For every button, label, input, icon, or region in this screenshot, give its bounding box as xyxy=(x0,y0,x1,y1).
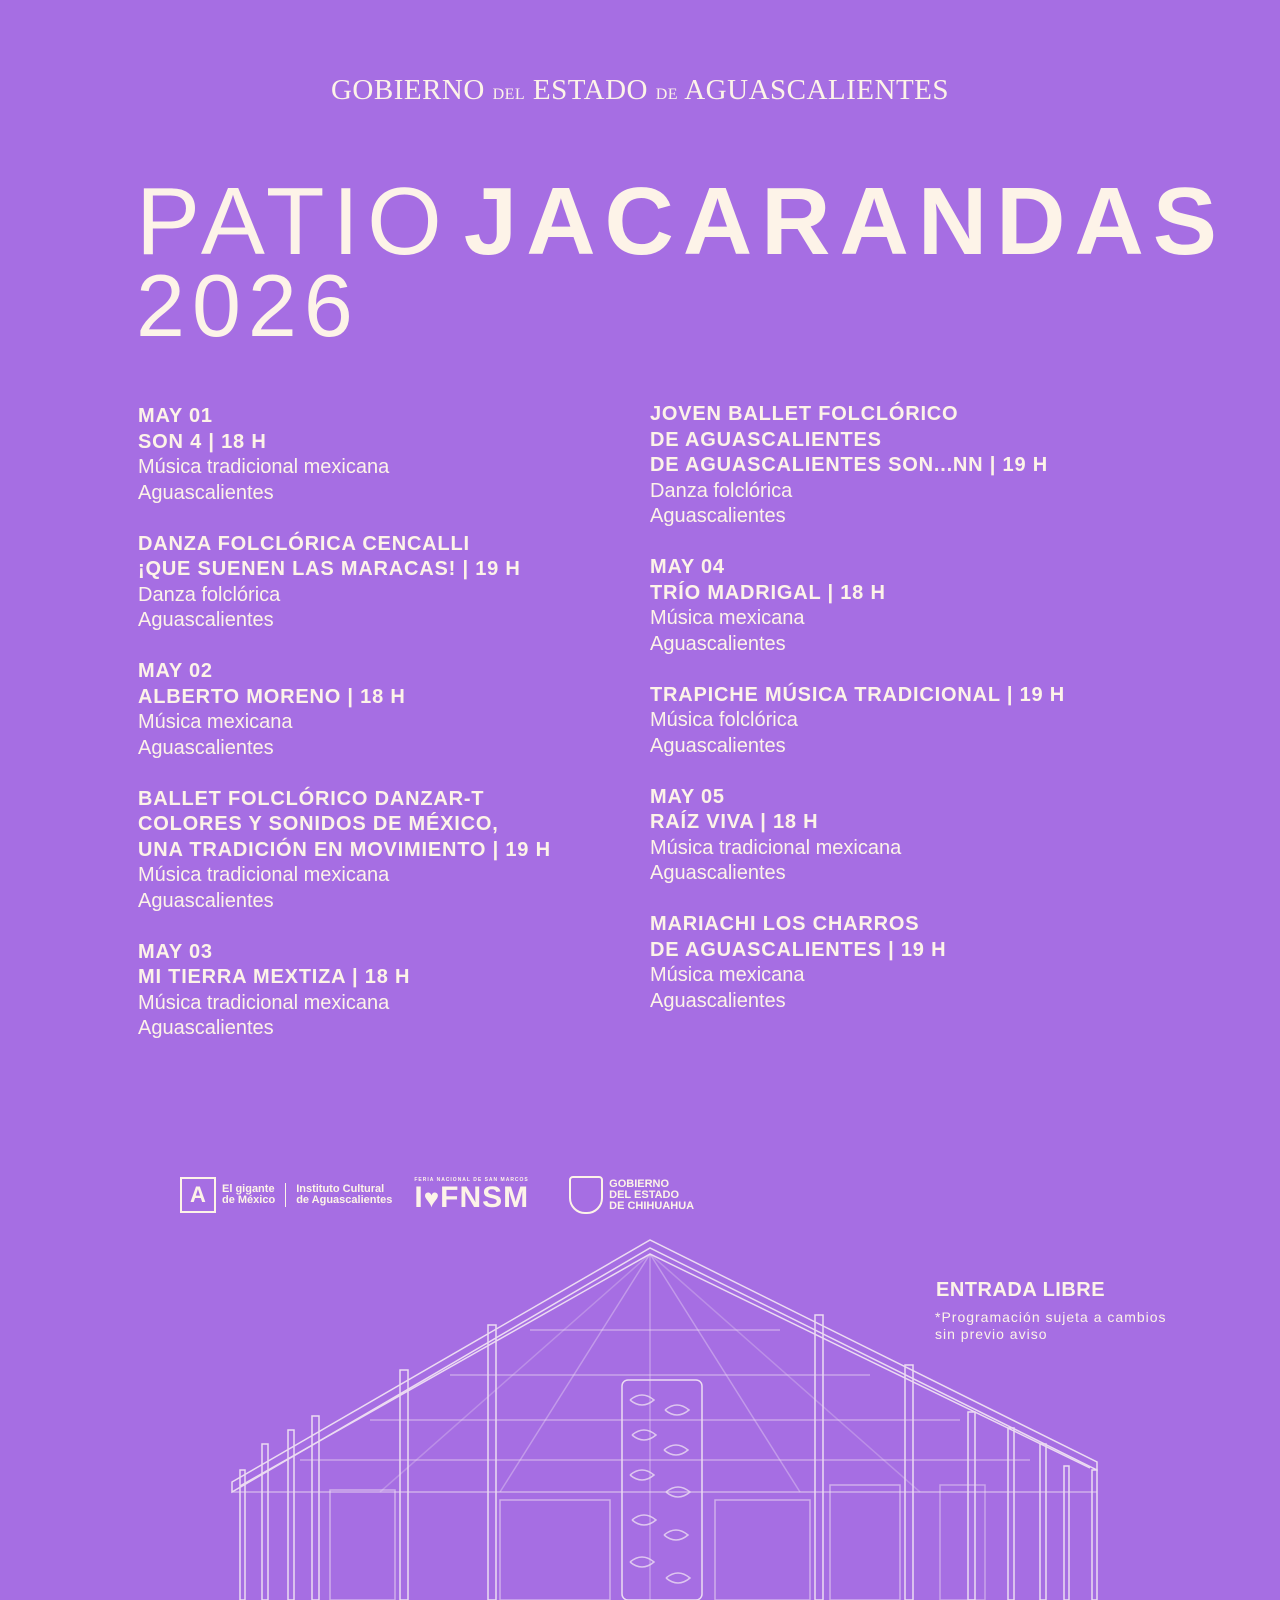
title-jacarandas: JACARANDAS xyxy=(463,168,1226,275)
event-genre: Danza folclórica xyxy=(650,479,793,502)
event-place: Aguascalientes xyxy=(138,736,274,759)
government-header xyxy=(0,74,1280,107)
event-heading-line: MAY 02 xyxy=(138,660,213,682)
column xyxy=(240,1470,245,1600)
event-heading-line: MAY 04 xyxy=(650,556,725,578)
event-genre: Música tradicional mexicana xyxy=(138,456,390,478)
logo-text: FNSM xyxy=(440,1181,530,1214)
event-genre: Música mexicana xyxy=(138,711,293,733)
logo-divider xyxy=(285,1183,286,1207)
event-place: Aguascalientes xyxy=(138,1017,274,1039)
heart-icon: ♥ xyxy=(423,1183,441,1213)
event-heading-line: ALBERTO MORENO | 18 H xyxy=(138,685,406,708)
gobierno-chihuahua-logo xyxy=(551,1176,694,1214)
gov-word: AGUASCALIENTES xyxy=(684,74,950,106)
logo-text: El gigante xyxy=(222,1183,275,1195)
event-place: Aguascalientes xyxy=(138,889,274,912)
disclaimer-line: sin previo aviso xyxy=(935,1326,1048,1342)
event-place: Aguascalientes xyxy=(138,609,274,631)
shield-icon xyxy=(569,1176,603,1214)
logo-text: I xyxy=(414,1181,424,1214)
title-patio: PATIO xyxy=(136,168,450,275)
interior-panel xyxy=(330,1490,395,1600)
gov-word: DE xyxy=(655,86,679,103)
event-heading-line: MAY 03 xyxy=(138,940,213,963)
gov-word: DEL xyxy=(492,86,526,103)
column xyxy=(1008,1428,1014,1600)
interior-panel xyxy=(715,1500,810,1600)
event-item xyxy=(138,787,658,915)
logo-text: Instituto Cultural xyxy=(296,1183,385,1195)
roof-line xyxy=(500,1254,650,1492)
event-heading-line: BALLET FOLCLÓRICO DANZAR-T xyxy=(138,787,485,810)
column xyxy=(262,1444,268,1600)
sponsor-logos xyxy=(180,1170,694,1220)
column xyxy=(1040,1444,1046,1600)
event-item xyxy=(138,532,658,634)
event-heading-line: RAÍZ VIVA | 18 H xyxy=(650,811,819,833)
event-item xyxy=(650,555,1170,657)
gigante-a-icon: A xyxy=(180,1177,216,1213)
event-genre: Música tradicional mexicana xyxy=(650,836,902,859)
event-place: Aguascalientes xyxy=(650,862,786,884)
event-heading-line: MAY 01 xyxy=(138,405,213,427)
event-item xyxy=(650,912,1170,1014)
logo-text: de México xyxy=(222,1194,276,1206)
fnsm-logo xyxy=(414,1177,529,1213)
column xyxy=(968,1412,975,1600)
event-heading-line: UNA TRADICIÓN EN MOVIMIENTO | 19 H xyxy=(138,838,551,861)
event-genre: Música mexicana xyxy=(650,964,805,986)
event-heading-line: TRÍO MADRIGAL | 18 H xyxy=(650,581,886,604)
event-genre: Música tradicional mexicana xyxy=(138,991,390,1014)
gigante-de-mexico-logo xyxy=(180,1177,392,1213)
event-item xyxy=(138,659,658,761)
central-tree-column xyxy=(622,1380,702,1600)
event-heading-line: JOVEN BALLET FOLCLÓRICO xyxy=(650,403,959,425)
leaf-pattern xyxy=(630,1395,690,1583)
interior-panel xyxy=(830,1485,900,1600)
event-heading-line: SON 4 | 18 H xyxy=(138,430,267,453)
event-heading-line: COLORES Y SONIDOS DE MÉXICO, xyxy=(138,813,499,835)
event-genre: Música mexicana xyxy=(650,607,805,629)
column xyxy=(400,1370,408,1600)
logo-text: de Aguascalientes xyxy=(296,1194,393,1206)
gov-word: ESTADO xyxy=(532,74,648,106)
logo-text: DE CHIHUAHUA xyxy=(609,1199,695,1212)
event-genre: Música tradicional mexicana xyxy=(138,864,390,886)
event-item xyxy=(650,683,1170,760)
program-left-column xyxy=(138,404,658,1067)
event-heading-line: DE AGUASCALIENTES xyxy=(650,428,882,451)
logo-text: FERIA NACIONAL DE SAN MARCOS xyxy=(414,1177,529,1183)
event-genre: Música folclórica xyxy=(650,709,798,731)
free-entry-label: ENTRADA LIBRE xyxy=(936,1279,1106,1301)
title-year: 2026 xyxy=(136,256,360,355)
event-heading-line: TRAPICHE MÚSICA TRADICIONAL | 19 H xyxy=(650,683,1066,706)
event-item xyxy=(138,940,658,1042)
event-heading-line: DANZA FOLCLÓRICA CENCALLI xyxy=(138,532,470,555)
event-heading-line: MI TIERRA MEXTIZA | 18 H xyxy=(138,966,411,988)
program-right-column xyxy=(650,402,1170,1040)
event-heading-line: DE AGUASCALIENTES | 19 H xyxy=(650,938,947,961)
event-heading-line: MARIACHI LOS CHARROS xyxy=(650,913,920,935)
event-heading-line: DE AGUASCALIENTES SON...NN | 19 H xyxy=(650,454,1048,476)
column xyxy=(1064,1466,1069,1600)
event-heading-line: MAY 05 xyxy=(650,785,725,808)
column xyxy=(1092,1470,1097,1600)
event-genre: Danza folclórica xyxy=(138,583,281,606)
gov-word: GOBIERNO xyxy=(330,74,485,106)
event-heading-line: ¡QUE SUENEN LAS MARACAS! | 19 H xyxy=(138,558,521,580)
event-place: Aguascalientes xyxy=(138,481,274,504)
column xyxy=(488,1325,496,1600)
column xyxy=(815,1315,823,1600)
interior-panel xyxy=(500,1500,610,1600)
interior-panel xyxy=(940,1485,985,1600)
logo-text: GOBIERNO xyxy=(609,1177,670,1190)
event-item xyxy=(650,402,1170,530)
logo-text: DEL ESTADO xyxy=(609,1188,680,1201)
event-place: Aguascalientes xyxy=(650,505,786,527)
roof-line xyxy=(650,1254,920,1492)
event-place: Aguascalientes xyxy=(650,989,786,1012)
event-item xyxy=(650,785,1170,887)
schedule-disclaimer xyxy=(935,1309,1167,1343)
event-item xyxy=(138,404,658,506)
event-place: Aguascalientes xyxy=(650,734,786,757)
event-place: Aguascalientes xyxy=(650,632,786,655)
disclaimer-line: *Programación sujeta a cambios xyxy=(935,1309,1167,1325)
